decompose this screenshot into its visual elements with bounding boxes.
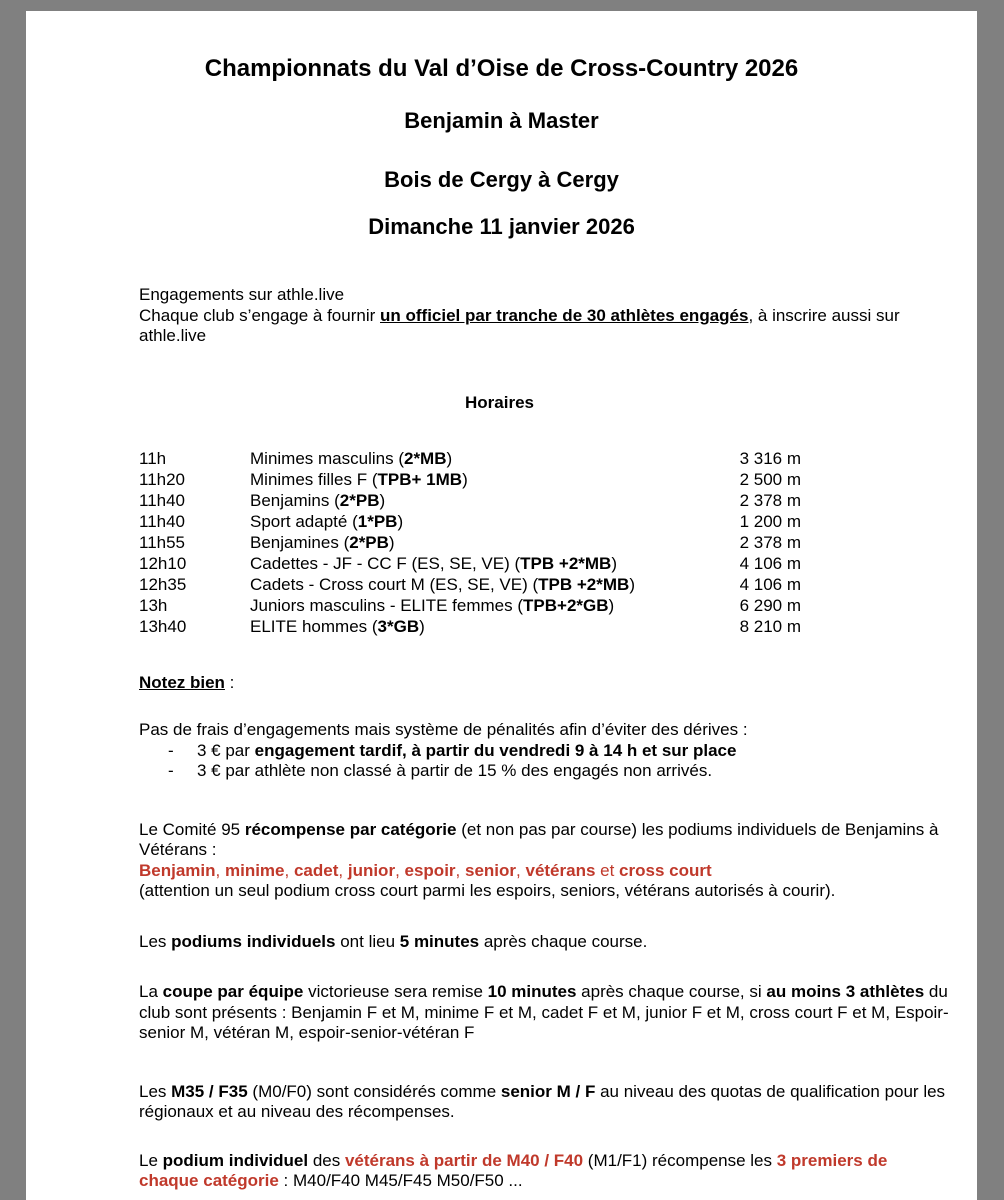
dash-bullet-icon: - [168,761,174,780]
m35-post: au niveau des quotas de qualification pour les régionaux et au niveau des récompenses. [139,1081,946,1121]
schedule-paren-open: ( [514,553,521,573]
table-row [139,490,801,511]
schedule-distance: 2 378 m [739,532,801,552]
category-benjamin: Benjamin [139,860,216,880]
schedule-time: 12h35 [139,574,187,594]
schedule-time: 12h10 [139,553,187,573]
schedule-distance: 2 378 m [739,490,801,510]
podiums-paragraph [139,932,950,953]
m35-paragraph [139,1082,950,1123]
schedule-time: 11h40 [139,490,186,510]
title-subtitle-categories: Benjamin à Master [404,108,599,133]
schedule-event-name: Cadettes - JF - CC F (ES, SE, VE) [250,553,515,573]
schedule-event-name: Benjamines [250,532,344,552]
schedule-paren-close: ) [608,595,615,615]
schedule-event [250,469,700,490]
category-minime: minime [224,860,285,880]
intro-text-before: Chaque club s’engage à fournir [139,305,380,325]
schedule-event [250,532,700,553]
schedule-paren-close: ) [379,490,386,510]
schedule-event [250,595,700,616]
veterans-bold-1: podium individuel [162,1150,309,1170]
schedule-event-name: Cadets - Cross court M (ES, SE, VE) [250,574,533,594]
schedule-event-code: TPB +2*MB [520,553,612,573]
veterans-pre: Le [139,1150,163,1170]
coupe-paragraph [139,982,950,1044]
schedule-event-code: 3*GB [377,616,420,636]
schedule-event-name: Minimes masculins [250,448,399,468]
category-separator: , [284,860,294,880]
podiums-bold-2: 5 minutes [399,931,480,951]
document-body [139,285,950,1192]
schedule-event-name: Juniors masculins - ELITE femmes [250,595,518,615]
schedule-event-code: 1*PB [357,511,398,531]
notez-bien-colon: : [224,672,235,692]
schedule-paren-close: ) [419,616,425,636]
table-row [139,616,801,637]
coupe-mid-1: victorieuse sera remise [303,982,488,1001]
table-row [139,448,801,469]
penalty-item-2: 3 € par athlète non classé à partir de 15 % des engagés non arrivés. [197,761,713,780]
coupe-post: du club sont présents : Benjamin F et M, minime F et M, cadet F et M, junior F et M, cross court F et M, Espoir-senior M, vétéran M, espoir-senior-vétéran F [139,982,949,1042]
schedule-time: 11h20 [139,469,186,489]
schedule-paren-open: ( [371,469,378,489]
coupe-bold-1: coupe par équipe [162,982,304,1001]
schedule-time: 11h55 [139,532,186,552]
penalty-list [139,741,950,782]
notez-bien-label: Notez bien [139,672,225,692]
schedule-paren-open: ( [343,532,350,552]
podiums-bold-1: podiums individuels [171,931,336,951]
schedule-event-code: TPB+ 1MB [377,469,463,489]
m35-mid-1: (M0/F0) sont considérés comme [247,1081,501,1101]
schedule-event-code: 2*PB [339,490,380,510]
schedule-event [250,511,700,532]
comite-text-pre: Le Comité 95 [139,819,245,839]
category-separator: , [338,860,348,880]
schedule-distance: 1 200 m [739,511,801,531]
document-page [26,11,977,1200]
schedule-event [250,490,700,511]
veterans-red-2: 3 premiers de chaque catégorie [139,1150,888,1190]
schedule-paren-close: ) [446,448,453,468]
dash-bullet-icon: - [168,740,174,760]
schedule-paren-open: ( [517,595,524,615]
table-row [139,553,801,574]
table-row [139,532,801,553]
schedule-event-name: Benjamins [250,490,335,510]
title-date: Dimanche 11 janvier 2026 [368,214,635,239]
schedule-paren-open: ( [398,448,404,468]
veterans-mid-1: des [308,1150,345,1170]
comite-paragraph [139,820,950,902]
penalty-item-1-pre: 3 € par [197,740,255,760]
comite-text-post: (et non pas par course) les podiums individuels de Benjamins à Vétérans : [139,819,939,859]
page-title: Championnats du Val d’Oise de Cross-Country 2026 [204,55,799,82]
list-item [139,761,950,782]
m35-pre: Les [139,1081,172,1101]
schedule-distance: 4 106 m [739,553,801,573]
table-row [139,469,801,490]
schedule-event [250,616,700,637]
intro-line-officiel [139,306,950,347]
veterans-mid-2: (M1/F1) récompense les [583,1150,777,1170]
coupe-bold-3: au moins 3 athlètes [766,982,925,1001]
schedule-event-code: 2*PB [349,532,389,552]
schedule-paren-close: ) [397,511,404,531]
schedule-paren-open: ( [352,511,358,531]
m35-bold-1: M35 / F35 [171,1081,248,1101]
schedule-paren-open: ( [532,574,539,594]
schedule-time: 13h40 [139,616,187,636]
schedule-paren-close: ) [611,553,618,573]
schedule-event [250,448,700,469]
schedule-distance: 3 316 m [739,448,801,468]
schedule-paren-open: ( [371,616,378,636]
veterans-post: : M40/F40 M45/F45 M50/F50 ... [278,1171,523,1190]
category-vétérans: vétérans [525,860,596,880]
m35-bold-2: senior M / F [500,1081,596,1101]
table-row [139,595,801,616]
schedule-event [250,574,700,595]
penalty-item-1-bold: engagement tardif, à partir du vendredi 9 à 14 h et sur place [254,740,737,760]
schedule-distance: 8 210 m [739,616,801,636]
category-separator: , [395,860,405,880]
category-espoir: espoir [404,860,456,880]
schedule-time: 13h [139,595,168,615]
category-separator: , [215,860,225,880]
schedule-event-name: Minimes filles F [250,469,372,489]
category-separator: , [516,860,526,880]
category-senior: senior [465,860,517,880]
intro-text-emphasis: un officiel par tranche de 30 athlètes engagés [380,305,749,325]
coupe-bold-2: 10 minutes [487,982,577,1001]
schedule-time: 11h [139,448,167,468]
schedule-paren-close: ) [388,532,395,552]
category-junior: junior [347,860,396,880]
intro-paragraph [139,285,950,347]
schedule-paren-open: ( [334,490,340,510]
schedule-event-code: 2*MB [403,448,447,468]
schedule-event-code: TPB +2*MB [538,574,630,594]
schedule-distance: 6 290 m [739,595,801,615]
schedule-event-code: TPB+2*GB [523,595,609,615]
category-list-red [139,861,950,882]
category-cadet: cadet [293,860,339,880]
podiums-mid: ont lieu [335,931,400,951]
veterans-paragraph [139,1151,950,1192]
schedule-event-name: Sport adapté [250,511,353,531]
table-row [139,574,801,595]
veterans-red-1: vétérans à partir de M40 / F40 [344,1150,584,1170]
schedule-distance: 4 106 m [739,574,801,594]
notez-bien-heading [139,673,950,694]
coupe-pre: La [139,982,163,1001]
list-item [139,741,950,762]
schedule-paren-close: ) [462,469,468,489]
podiums-pre: Les [139,931,172,951]
schedule-heading: Horaires [465,392,534,412]
schedule-event-name: ELITE hommes [250,616,372,636]
comite-note-crosscourt: (attention un seul podium cross court parmi les espoirs, seniors, vétérans autorisés à courir). [139,881,836,900]
schedule-paren-close: ) [629,574,635,594]
podiums-post: après chaque course. [479,931,648,951]
title-venue: Bois de Cergy à Cergy [384,167,619,192]
document-title-block [26,11,977,240]
intro-text-after: , à inscrire aussi sur athle.live [139,305,900,345]
category-cross-court: cross court [619,860,712,880]
penalty-intro: Pas de frais d’engagements mais système de pénalités afin d’éviter des dérives : [139,720,748,739]
category-separator: , [455,860,465,880]
coupe-mid-2: après chaque course, si [576,982,767,1001]
schedule-table [139,448,801,637]
category-separator: et [595,860,620,880]
schedule-time: 11h40 [139,511,186,531]
schedule-event [250,553,700,574]
schedule-distance: 2 500 m [739,469,801,489]
comite-text-bold: récompense par catégorie [244,819,457,839]
table-row [139,511,801,532]
intro-line-engagements: Engagements sur athle.live [139,285,345,304]
